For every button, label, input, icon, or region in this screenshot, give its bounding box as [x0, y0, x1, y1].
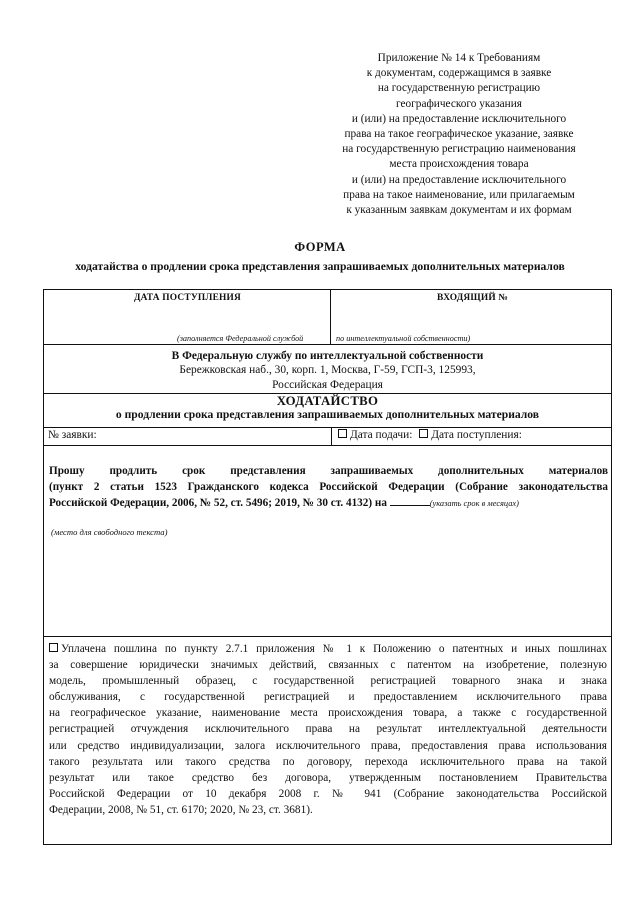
- petition-subtitle: о продлении срока представления запрашиваемых дополнительных материалов: [115, 408, 540, 421]
- fee-line: такого результата или такого средства по договору, перехода исключительного права на такой: [49, 755, 607, 768]
- petition-form: [43, 289, 612, 845]
- fee-line: Федерации, 2008, № 51, ст. 6170; 2020, № 23, ст. 3681).: [49, 803, 313, 816]
- date-received-label: ДАТА ПОСТУПЛЕНИЯ: [134, 293, 241, 303]
- fee-line: или средство индивидуализации, залога исключительного права, предоставления права использования: [49, 739, 607, 752]
- fee-paragraph: [49, 641, 607, 818]
- term-months-input[interactable]: [390, 505, 430, 506]
- addressee-street: Бережковская наб., 30, корп. 1, Москва, Г-59, ГСП-3, 125993,: [179, 364, 476, 377]
- appendix-line: на государственную регистрацию: [377, 82, 541, 95]
- filing-date-label: Дата подачи:: [350, 429, 413, 441]
- free-text-area[interactable]: (место для свободного текста): [51, 527, 168, 537]
- divider: [44, 445, 611, 446]
- fee-line: Российской Федерации от 10 декабря 2008 г. № 941 (Собрание законодательства Российской: [49, 787, 607, 800]
- fee-paid-checkbox[interactable]: [49, 643, 58, 652]
- fee-line: регистрацией отчуждения исключительного права на результат интеллектуальной деятельности: [49, 723, 607, 736]
- application-number-field[interactable]: [48, 429, 97, 441]
- appendix-line: права на такое наименование, или прилагаемым: [343, 188, 575, 201]
- appendix-line: места происхождения товара: [389, 158, 529, 171]
- divider: [44, 344, 611, 345]
- addressee-country: Российская Федерация: [272, 378, 383, 391]
- header-divider: [330, 290, 331, 344]
- form-heading: ФОРМА: [294, 240, 346, 254]
- fee-line: обслуживания, с государственной регистрацией и предоставлением исключительного права: [49, 691, 607, 704]
- fee-line: за совершение юридически значимых действий, связанных с патентом на изобретение, полезную: [49, 659, 607, 672]
- fee-line: модель, промышленный образец, с государственной регистрацией товарного знака и знака: [49, 675, 607, 688]
- appendix-line: и (или) на предоставление исключительного: [351, 173, 567, 186]
- request-line: [49, 495, 608, 512]
- appendix-line: географического указания: [396, 97, 522, 110]
- appendix-note: [318, 51, 600, 218]
- petition-title: ХОДАТАЙСТВО: [276, 394, 379, 408]
- field-divider: [331, 427, 332, 445]
- appendix-line: к документам, содержащимся в заявке: [366, 67, 552, 80]
- divider: [44, 636, 611, 637]
- addressee-block: [44, 349, 611, 392]
- term-months-hint: (указать срок в месяцах): [429, 499, 519, 509]
- request-text: [49, 463, 608, 513]
- receipt-date-checkbox[interactable]: [419, 429, 428, 438]
- appendix-line: к указанным заявкам документам и их формам: [346, 204, 572, 217]
- receipt-date-label: Дата поступления:: [431, 429, 522, 441]
- filing-date-checkbox[interactable]: [338, 429, 347, 438]
- fee-line: [49, 641, 607, 657]
- appendix-line: на государственную регистрацию наименования: [342, 143, 576, 156]
- request-line-text: Российской Федерации, 2006, № 52, ст. 5496; 2019, № 30 ст. 4132) на: [49, 497, 387, 510]
- fee-line: результат или такое средство без договора, утвержденным постановлением Правительства: [49, 771, 607, 784]
- appendix-line: и (или) на предоставление исключительного: [351, 112, 567, 125]
- request-line: Прошу продлить срок представления запрашиваемых дополнительных материалов: [49, 465, 608, 477]
- divider: [44, 427, 611, 428]
- petition-title-block: [44, 394, 611, 422]
- request-line: (пункт 2 статьи 1523 Гражданского кодекса Российской Федерации (Собрание законодательства: [49, 481, 608, 494]
- filled-by-hint: (заполняется Федеральной службой: [177, 334, 304, 343]
- dates-field: [338, 429, 522, 441]
- addressee-org: В Федеральную службу по интеллектуальной собственности: [171, 350, 484, 362]
- form-title: ходатайства о продлении срока представления запрашиваемых дополнительных материалов: [75, 260, 565, 273]
- incoming-number-label: ВХОДЯЩИЙ №: [437, 293, 509, 303]
- appendix-line: права на такое географическое указание, заявке: [344, 128, 574, 141]
- fee-line: на географическое указание, наименование места происхождения товара, а также с государственной: [49, 707, 607, 720]
- filled-by-hint-continued: по интеллектуальной собственности): [336, 334, 471, 343]
- appendix-line: Приложение № 14 к Требованиям: [377, 52, 541, 64]
- fee-line-text: Уплачена пошлина по пункту 2.7.1 приложения № 1 к Положению о патентных и иных пошлинах: [61, 643, 607, 655]
- application-number-label: № заявки:: [48, 429, 97, 441]
